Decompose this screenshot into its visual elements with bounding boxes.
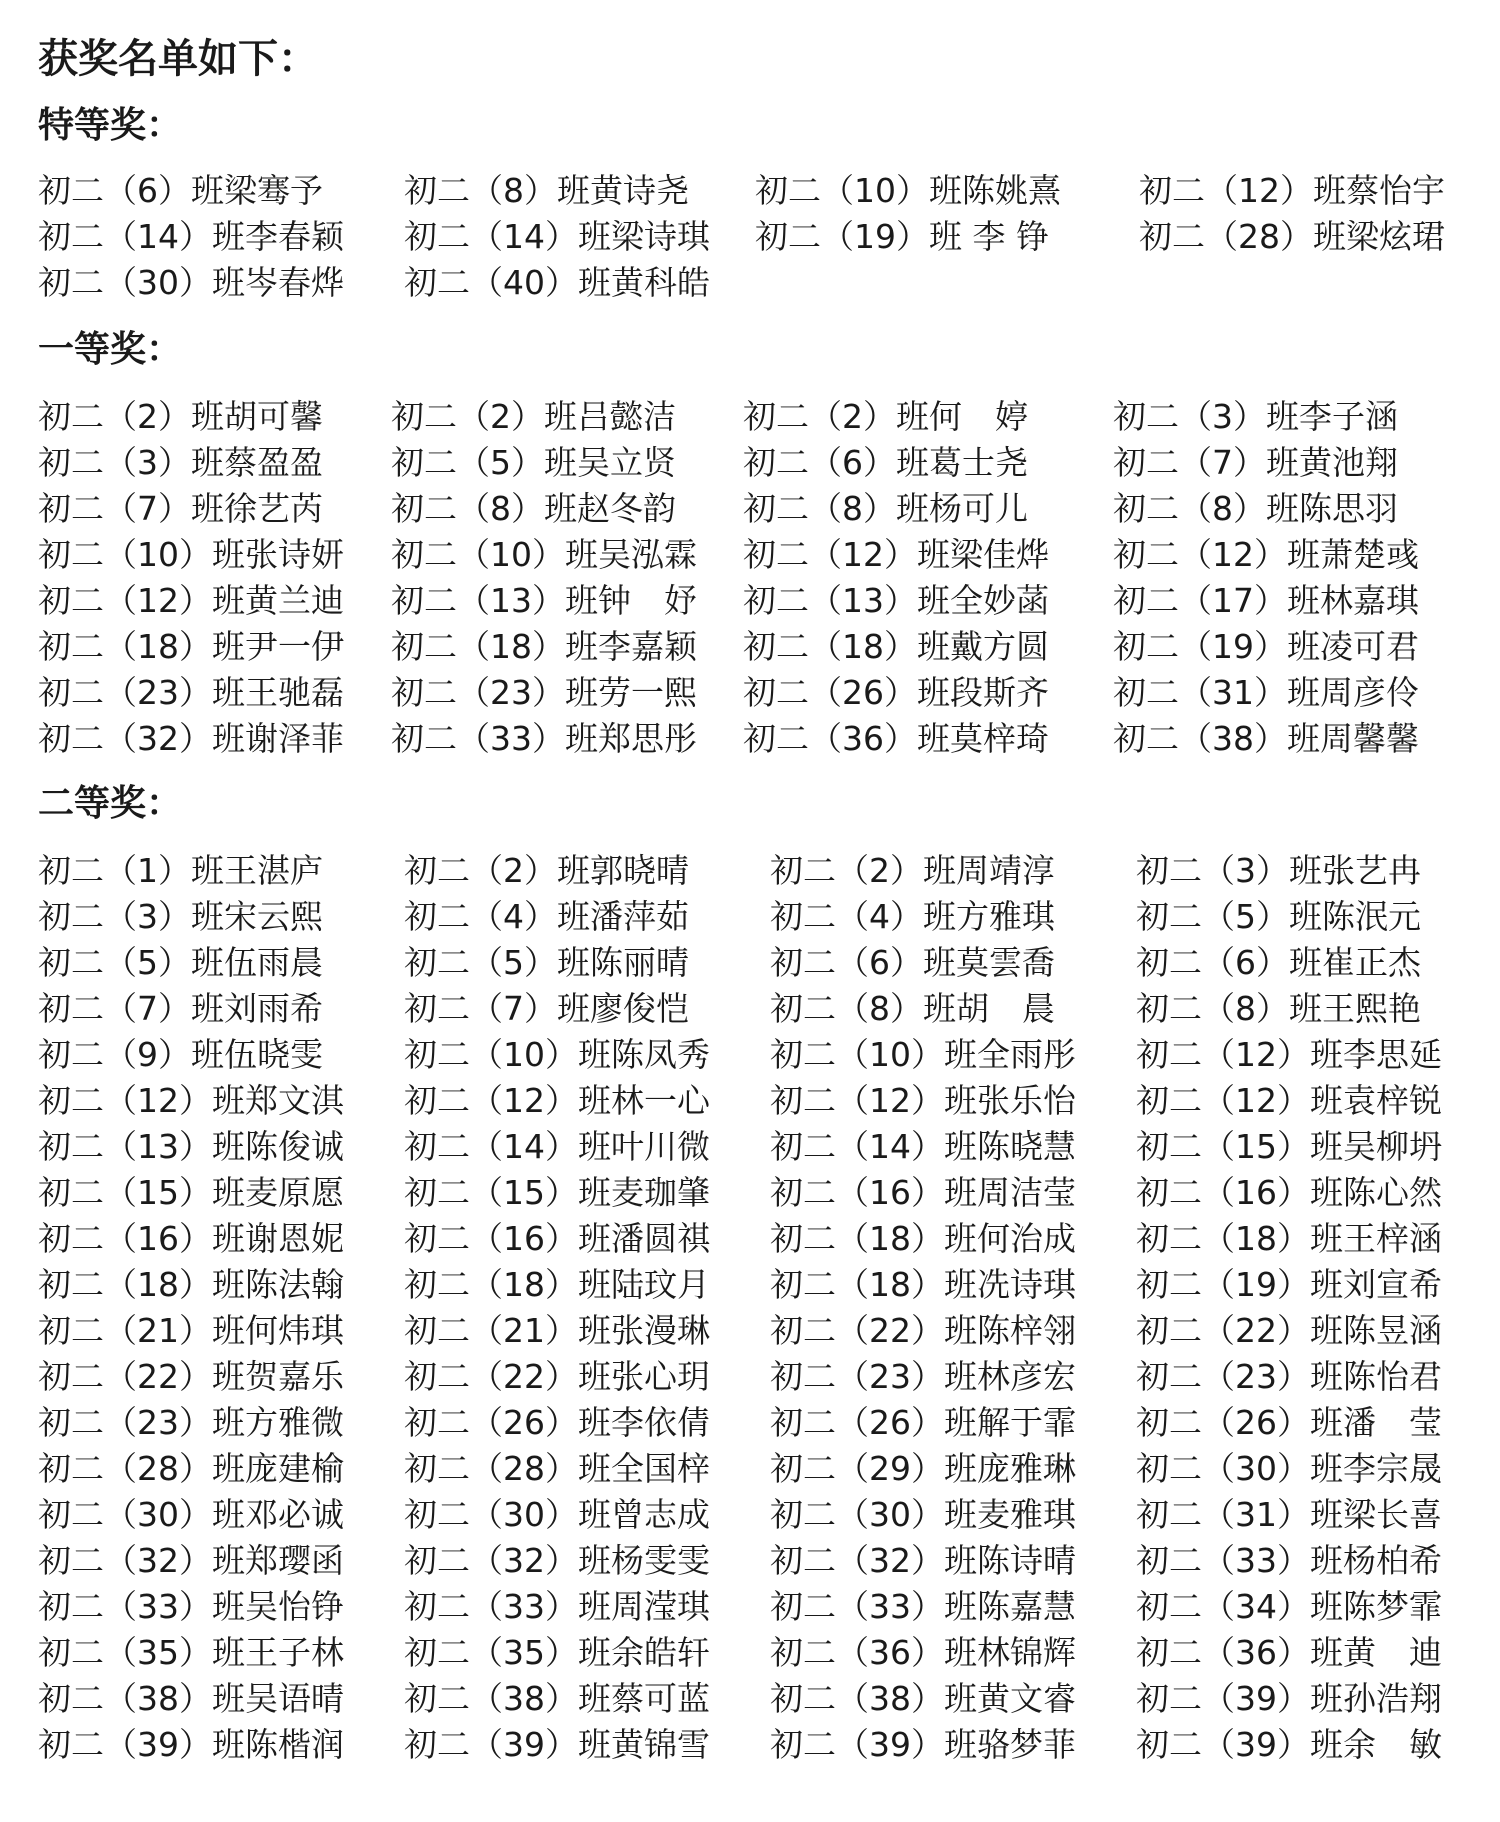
- award-entry: 初二（28）班梁炫珺: [1139, 217, 1445, 256]
- award-entry: 初二（28）班全国梓: [404, 1449, 710, 1488]
- section-heading-second: 二等奖：: [38, 783, 183, 824]
- award-entry: 初二（36）班莫梓琦: [743, 719, 1049, 758]
- award-entry: 初二（6）班莫雲喬: [770, 943, 1055, 982]
- award-entry: 初二（30）班邓必诚: [38, 1495, 344, 1534]
- award-entry: 初二（33）班杨柏希: [1136, 1541, 1442, 1580]
- award-entry: 初二（16）班谢恩妮: [38, 1219, 344, 1258]
- award-entry: 初二（8）班胡 晨: [770, 989, 1055, 1028]
- award-entry: 初二（30）班麦雅琪: [770, 1495, 1076, 1534]
- award-entry: 初二（12）班萧楚彧: [1113, 535, 1419, 574]
- award-entry: 初二（21）班张漫琳: [404, 1311, 710, 1350]
- award-entry: 初二（13）班陈俊诚: [38, 1127, 344, 1166]
- award-entry: 初二（38）班黄文睿: [770, 1679, 1076, 1718]
- award-entry: 初二（6）班梁骞予: [38, 171, 323, 210]
- award-entry: 初二（3）班张艺冉: [1136, 851, 1421, 890]
- award-entry: 初二（13）班钟 妤: [391, 581, 697, 620]
- award-entry: 初二（16）班周洁莹: [770, 1173, 1076, 1212]
- document-title: 获奖名单如下：: [38, 36, 318, 82]
- award-entry: 初二（12）班蔡怡宇: [1139, 171, 1445, 210]
- award-entry: 初二（14）班李春颖: [38, 217, 344, 256]
- award-entry: 初二（26）班李依倩: [404, 1403, 710, 1442]
- award-entry: 初二（39）班黄锦雪: [404, 1725, 710, 1764]
- award-entry: 初二（18）班尹一伊: [38, 627, 344, 666]
- award-entry: 初二（36）班林锦辉: [770, 1633, 1076, 1672]
- award-entry: 初二（29）班庞雅琳: [770, 1449, 1076, 1488]
- award-entry: 初二（30）班曾志成: [404, 1495, 710, 1534]
- award-entry: 初二（39）班孙浩翔: [1136, 1679, 1442, 1718]
- section-heading-special: 特等奖：: [38, 105, 183, 146]
- award-entry: 初二（18）班冼诗琪: [770, 1265, 1076, 1304]
- award-entry: 初二（7）班黄池翔: [1113, 443, 1398, 482]
- award-entry: 初二（17）班林嘉琪: [1113, 581, 1419, 620]
- special-award-list: [38, 168, 1478, 306]
- award-entry: 初二（18）班戴方圆: [743, 627, 1049, 666]
- award-entry: 初二（35）班余皓轩: [404, 1633, 710, 1672]
- award-entry: 初二（31）班周彦伶: [1113, 673, 1419, 712]
- award-entry: 初二（4）班潘萍茹: [404, 897, 689, 936]
- award-entry: 初二（12）班郑文淇: [38, 1081, 344, 1120]
- award-entry: 初二（39）班余 敏: [1136, 1725, 1442, 1764]
- award-entry: 初二（12）班梁佳烨: [743, 535, 1049, 574]
- award-entry: 初二（10）班全雨彤: [770, 1035, 1076, 1074]
- award-entry: 初二（30）班李宗晟: [1136, 1449, 1442, 1488]
- award-entry: 初二（14）班陈晓慧: [770, 1127, 1076, 1166]
- award-entry: 初二（35）班王子林: [38, 1633, 344, 1672]
- award-document: [38, 30, 1478, 1768]
- award-entry: 初二（18）班王梓涵: [1136, 1219, 1442, 1258]
- award-entry: 初二（10）班张诗妍: [38, 535, 344, 574]
- award-entry: 初二（26）班潘 莹: [1136, 1403, 1442, 1442]
- award-entry: 初二（12）班林一心: [404, 1081, 710, 1120]
- award-entry: 初二（2）班胡可馨: [38, 397, 323, 436]
- award-entry: 初二（16）班潘圆祺: [404, 1219, 710, 1258]
- award-entry: 初二（23）班林彦宏: [770, 1357, 1076, 1396]
- award-entry: 初二（39）班陈楷润: [38, 1725, 344, 1764]
- award-entry: 初二（7）班廖俊恺: [404, 989, 689, 1028]
- award-entry: 初二（8）班赵冬韵: [391, 489, 676, 528]
- award-entry: 初二（31）班梁长喜: [1136, 1495, 1442, 1534]
- award-entry: 初二（12）班黄兰迪: [38, 581, 344, 620]
- award-entry: 初二（12）班张乐怡: [770, 1081, 1076, 1120]
- award-entry: 初二（23）班陈怡君: [1136, 1357, 1442, 1396]
- award-entry: 初二（2）班何 婷: [743, 397, 1028, 436]
- award-entry: 初二（4）班方雅琪: [770, 897, 1055, 936]
- award-entry: 初二（23）班劳一熙: [391, 673, 697, 712]
- award-entry: 初二（32）班杨雯雯: [404, 1541, 710, 1580]
- award-entry: 初二（8）班杨可儿: [743, 489, 1028, 528]
- award-entry: 初二（7）班刘雨希: [38, 989, 323, 1028]
- award-entry: 初二（6）班葛士尧: [743, 443, 1028, 482]
- award-entry: 初二（22）班贺嘉乐: [38, 1357, 344, 1396]
- award-entry: 初二（33）班吴怡铮: [38, 1587, 344, 1626]
- award-entry: 初二（7）班徐艺芮: [38, 489, 323, 528]
- award-entry: 初二（6）班崔正杰: [1136, 943, 1421, 982]
- award-entry: 初二（10）班陈凤秀: [404, 1035, 710, 1074]
- award-entry: 初二（2）班周靖淳: [770, 851, 1055, 890]
- award-entry: 初二（23）班王驰磊: [38, 673, 344, 712]
- award-entry: 初二（32）班郑璎函: [38, 1541, 344, 1580]
- award-entry: 初二（8）班陈思羽: [1113, 489, 1398, 528]
- award-entry: 初二（21）班何炜琪: [38, 1311, 344, 1350]
- award-entry: 初二（22）班陈昱涵: [1136, 1311, 1442, 1350]
- award-entry: 初二（9）班伍晓雯: [38, 1035, 323, 1074]
- award-entry: 初二（12）班袁梓锐: [1136, 1081, 1442, 1120]
- award-entry: 初二（36）班黄 迪: [1136, 1633, 1442, 1672]
- award-entry: 初二（15）班吴柳坍: [1136, 1127, 1442, 1166]
- award-entry: 初二（15）班麦珈肇: [404, 1173, 710, 1212]
- award-entry: 初二（16）班陈心然: [1136, 1173, 1442, 1212]
- award-entry: 初二（30）班岑春烨: [38, 263, 344, 302]
- award-entry: 初二（23）班方雅微: [38, 1403, 344, 1442]
- award-entry: 初二（18）班陆玟月: [404, 1265, 710, 1304]
- award-entry: 初二（26）班段斯齐: [743, 673, 1049, 712]
- award-entry: 初二（10）班吴泓霖: [391, 535, 697, 574]
- award-entry: 初二（38）班吴语晴: [38, 1679, 344, 1718]
- award-entry: 初二（14）班梁诗琪: [404, 217, 710, 256]
- award-entry: 初二（8）班黄诗尧: [404, 171, 689, 210]
- award-entry: 初二（33）班周滢琪: [404, 1587, 710, 1626]
- award-entry: 初二（38）班蔡可蓝: [404, 1679, 710, 1718]
- award-entry: 初二（5）班伍雨晨: [38, 943, 323, 982]
- award-entry: 初二（2）班郭晓晴: [404, 851, 689, 890]
- award-entry: 初二（10）班陈姚熹: [755, 171, 1061, 210]
- award-entry: 初二（34）班陈梦霏: [1136, 1587, 1442, 1626]
- award-entry: 初二（18）班何治成: [770, 1219, 1076, 1258]
- award-entry: 初二（3）班宋云熙: [38, 897, 323, 936]
- award-entry: 初二（38）班周馨馨: [1113, 719, 1419, 758]
- section-heading-first: 一等奖：: [38, 329, 183, 370]
- award-entry: 初二（40）班黄科皓: [404, 263, 710, 302]
- award-entry: 初二（5）班吴立贤: [391, 443, 676, 482]
- award-entry: 初二（32）班谢泽菲: [38, 719, 344, 758]
- award-entry: 初二（8）班王熙艳: [1136, 989, 1421, 1028]
- award-entry: 初二（2）班吕懿洁: [391, 397, 676, 436]
- award-entry: 初二（39）班骆梦菲: [770, 1725, 1076, 1764]
- award-entry: 初二（18）班李嘉颖: [391, 627, 697, 666]
- award-entry: 初二（5）班陈泯元: [1136, 897, 1421, 936]
- award-entry: 初二（1）班王湛庐: [38, 851, 323, 890]
- first-award-list: [38, 394, 1478, 762]
- award-entry: 初二（33）班陈嘉慧: [770, 1587, 1076, 1626]
- award-entry: 初二（26）班解于霏: [770, 1403, 1076, 1442]
- award-entry: 初二（33）班郑思彤: [391, 719, 697, 758]
- second-award-list: [38, 848, 1478, 1768]
- award-entry: 初二（22）班陈梓翎: [770, 1311, 1076, 1350]
- award-entry: 初二（28）班庞建榆: [38, 1449, 344, 1488]
- award-entry: 初二（19）班凌可君: [1113, 627, 1419, 666]
- award-entry: 初二（32）班陈诗晴: [770, 1541, 1076, 1580]
- award-entry: 初二（19）班 李 铮: [755, 217, 1049, 256]
- award-entry: 初二（18）班陈法翰: [38, 1265, 344, 1304]
- award-entry: 初二（12）班李思延: [1136, 1035, 1442, 1074]
- award-entry: 初二（3）班蔡盈盈: [38, 443, 323, 482]
- award-entry: 初二（14）班叶川微: [404, 1127, 710, 1166]
- award-entry: 初二（3）班李子涵: [1113, 397, 1398, 436]
- award-entry: 初二（22）班张心玥: [404, 1357, 710, 1396]
- award-entry: 初二（5）班陈丽晴: [404, 943, 689, 982]
- award-entry: 初二（19）班刘宣希: [1136, 1265, 1442, 1304]
- award-entry: 初二（13）班全妙菡: [743, 581, 1049, 620]
- award-entry: 初二（15）班麦原愿: [38, 1173, 344, 1212]
